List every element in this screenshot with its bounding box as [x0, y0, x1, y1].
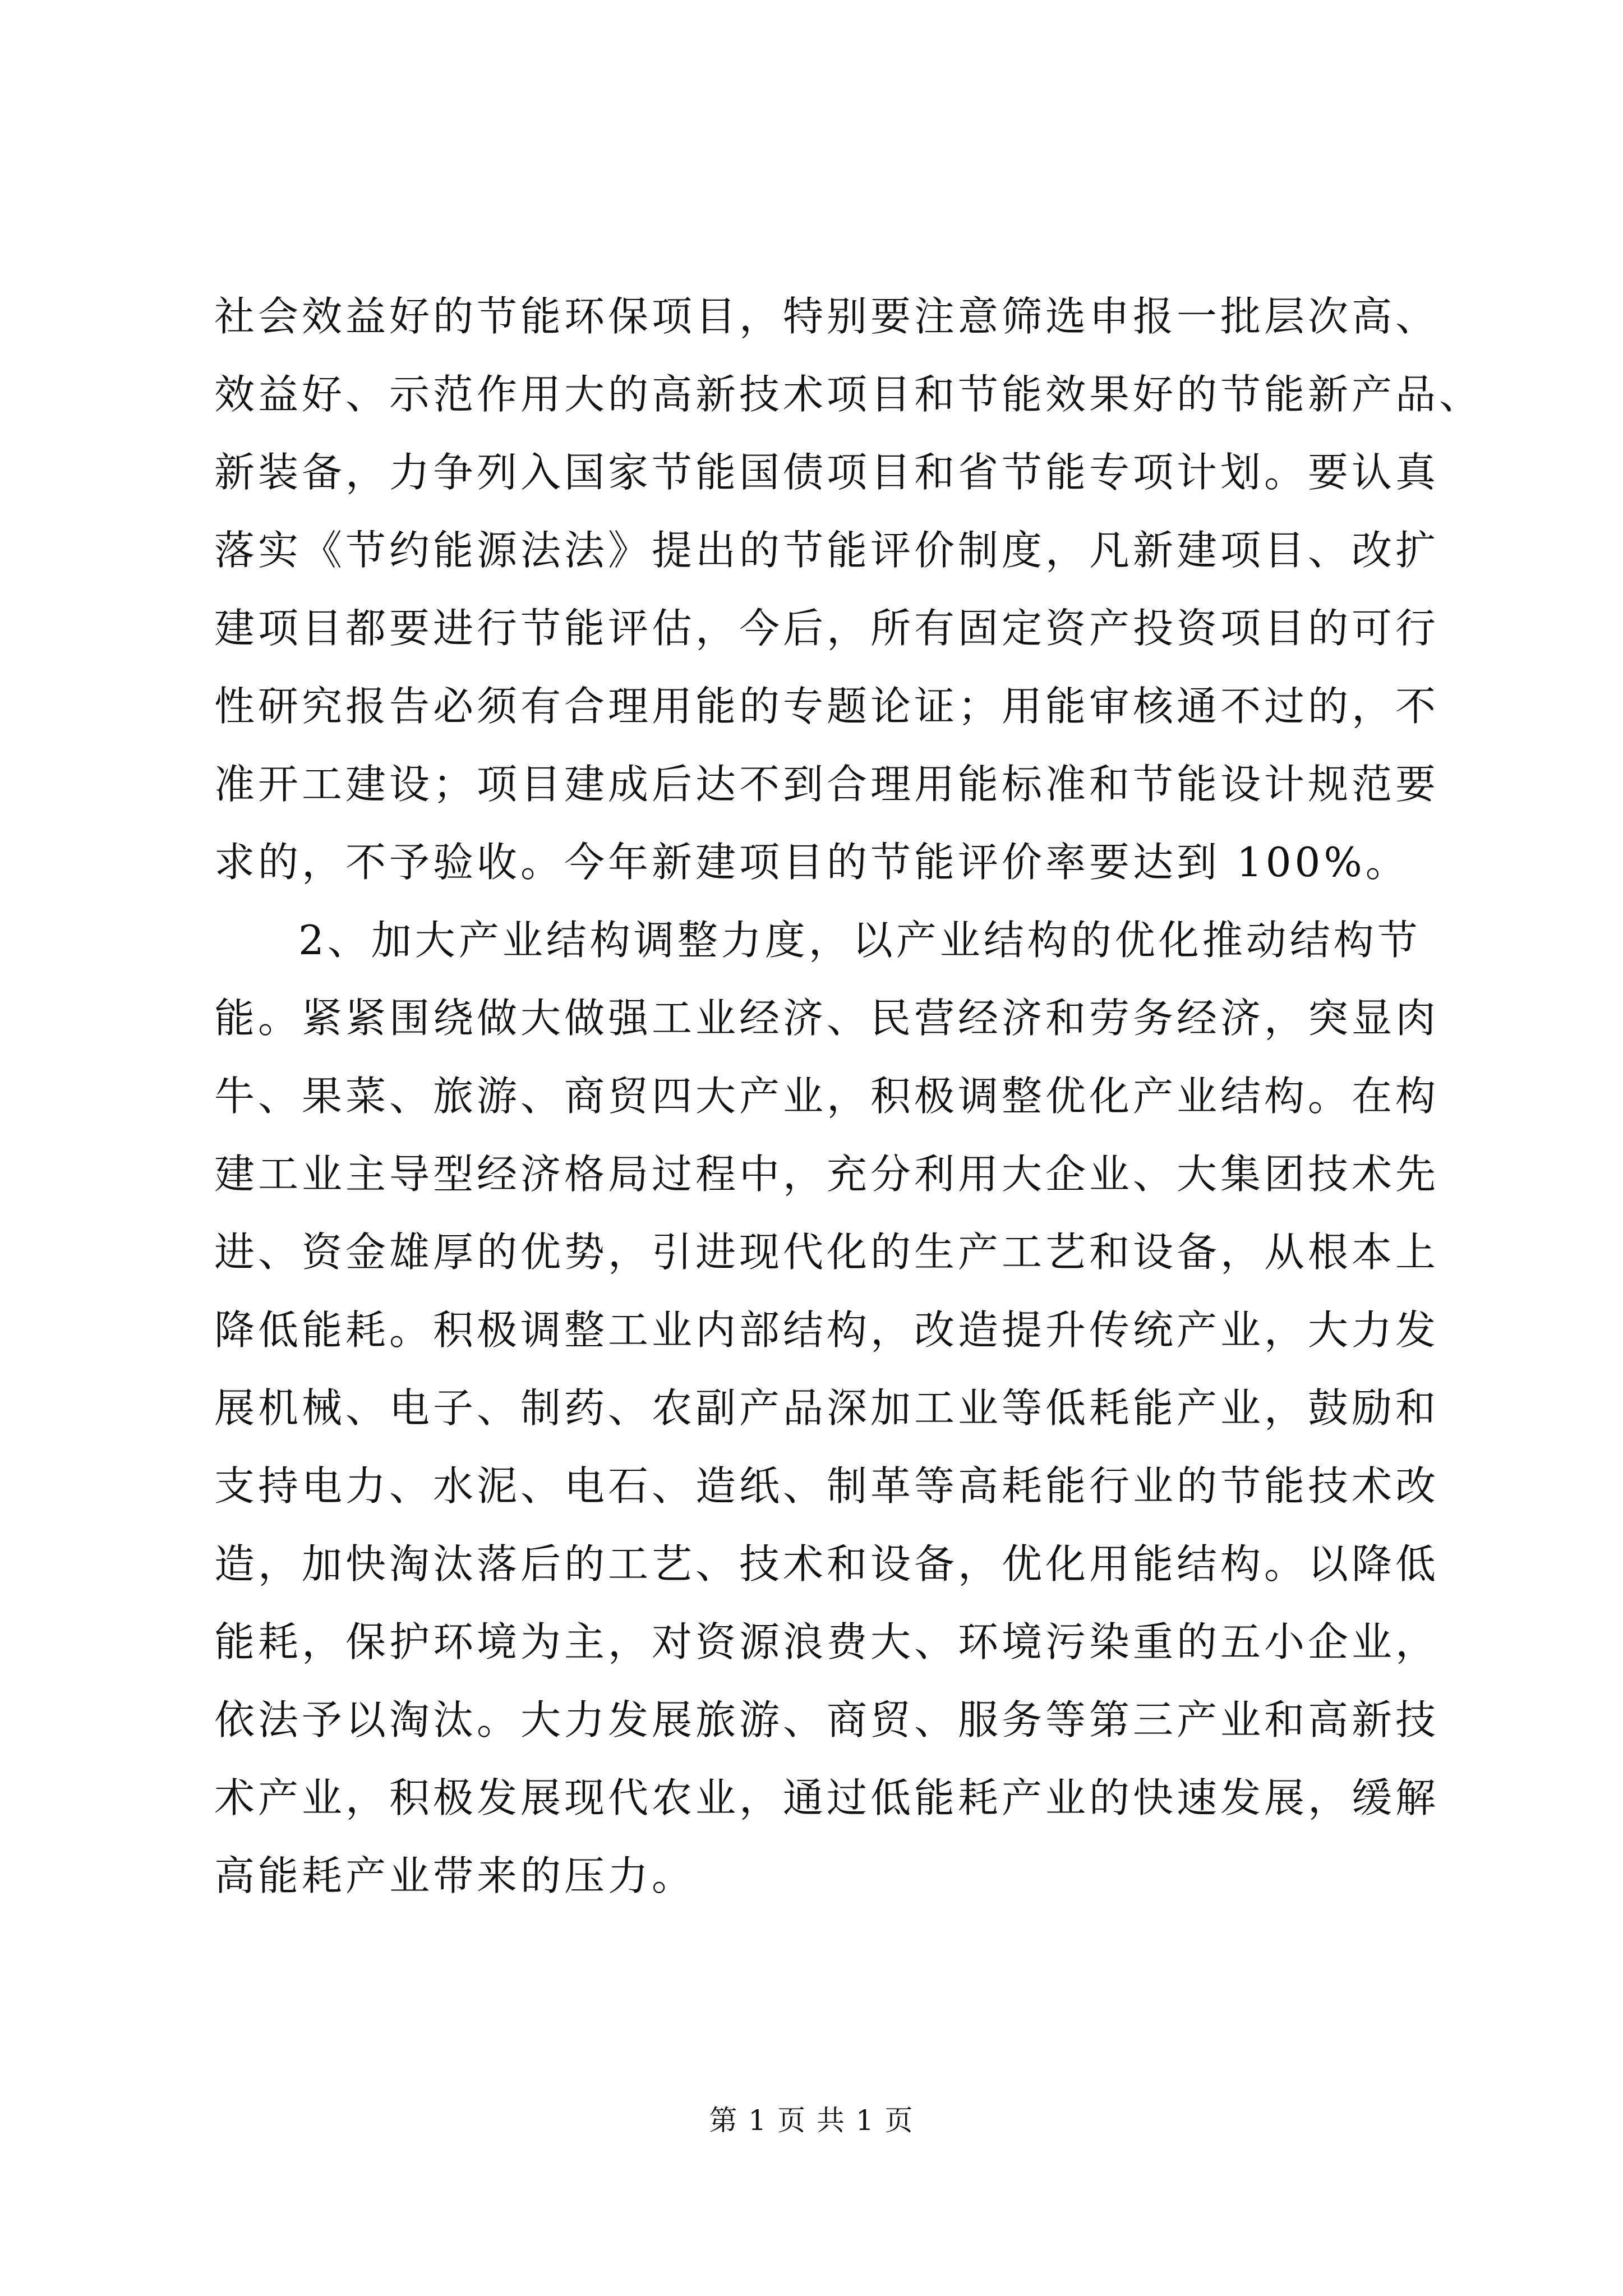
- text-line: 牛、果菜、旅游、商贸四大产业，积极调整优化产业结构。在构: [214, 1073, 1440, 1120]
- text-line: 落实《节约能源法法》提出的节能评价制度，凡新建项目、改扩: [214, 527, 1440, 574]
- text-line: 求的，不予验收。今年新建项目的节能评价率要达到 100%。: [214, 839, 1409, 886]
- text-line: 进、资金雄厚的优势，引进现代化的生产工艺和设备，从根本上: [214, 1228, 1440, 1276]
- text-line: 社会效益好的节能环保项目，特别要注意筛选申报一批层次高、: [214, 293, 1440, 340]
- text-line: 依法予以淘汰。大力发展旅游、商贸、服务等第三产业和高新技: [214, 1696, 1440, 1743]
- text-line: 展机械、电子、制药、农副产品深加工业等低耗能产业，鼓励和: [214, 1384, 1440, 1432]
- text-line: 建项目都要进行节能评估，今后，所有固定资产投资项目的可行: [214, 605, 1440, 652]
- body-text: [214, 278, 1482, 1915]
- text-line: 高能耗产业带来的压力。: [214, 1852, 696, 1899]
- page-number-footer: 第 1 页 共 1 页: [709, 2104, 914, 2137]
- paragraph-2-first-line: 2、加大产业结构调整力度，以产业结构的优化推动结构节: [298, 917, 1421, 964]
- text-line: 能耗，保护环境为主，对资源浪费大、环境污染重的五小企业，: [214, 1618, 1440, 1665]
- text-line: 准开工建设；项目建成后达不到合理用能标准和节能设计规范要: [214, 761, 1440, 808]
- text-line: 降低能耗。积极调整工业内部结构，改造提升传统产业，大力发: [214, 1306, 1440, 1354]
- text-line: 能。紧紧围绕做大做强工业经济、民营经济和劳务经济，突显肉: [214, 995, 1440, 1042]
- text-line: 性研究报告必须有合理用能的专题论证；用能审核通不过的，不: [214, 683, 1440, 730]
- text-line: 术产业，积极发展现代农业，通过低能耗产业的快速发展，缓解: [214, 1774, 1440, 1821]
- text-line: 造，加快淘汰落后的工艺、技术和设备，优化用能结构。以降低: [214, 1540, 1440, 1588]
- text-line: 支持电力、水泥、电石、造纸、制革等高耗能行业的节能技术改: [214, 1462, 1440, 1510]
- text-line: 建工业主导型经济格局过程中，充分利用大企业、大集团技术先: [214, 1151, 1440, 1198]
- text-line: 效益好、示范作用大的高新技术项目和节能效果好的节能新产品、: [214, 371, 1483, 418]
- text-line: 新装备，力争列入国家节能国债项目和省节能专项计划。要认真: [214, 449, 1440, 496]
